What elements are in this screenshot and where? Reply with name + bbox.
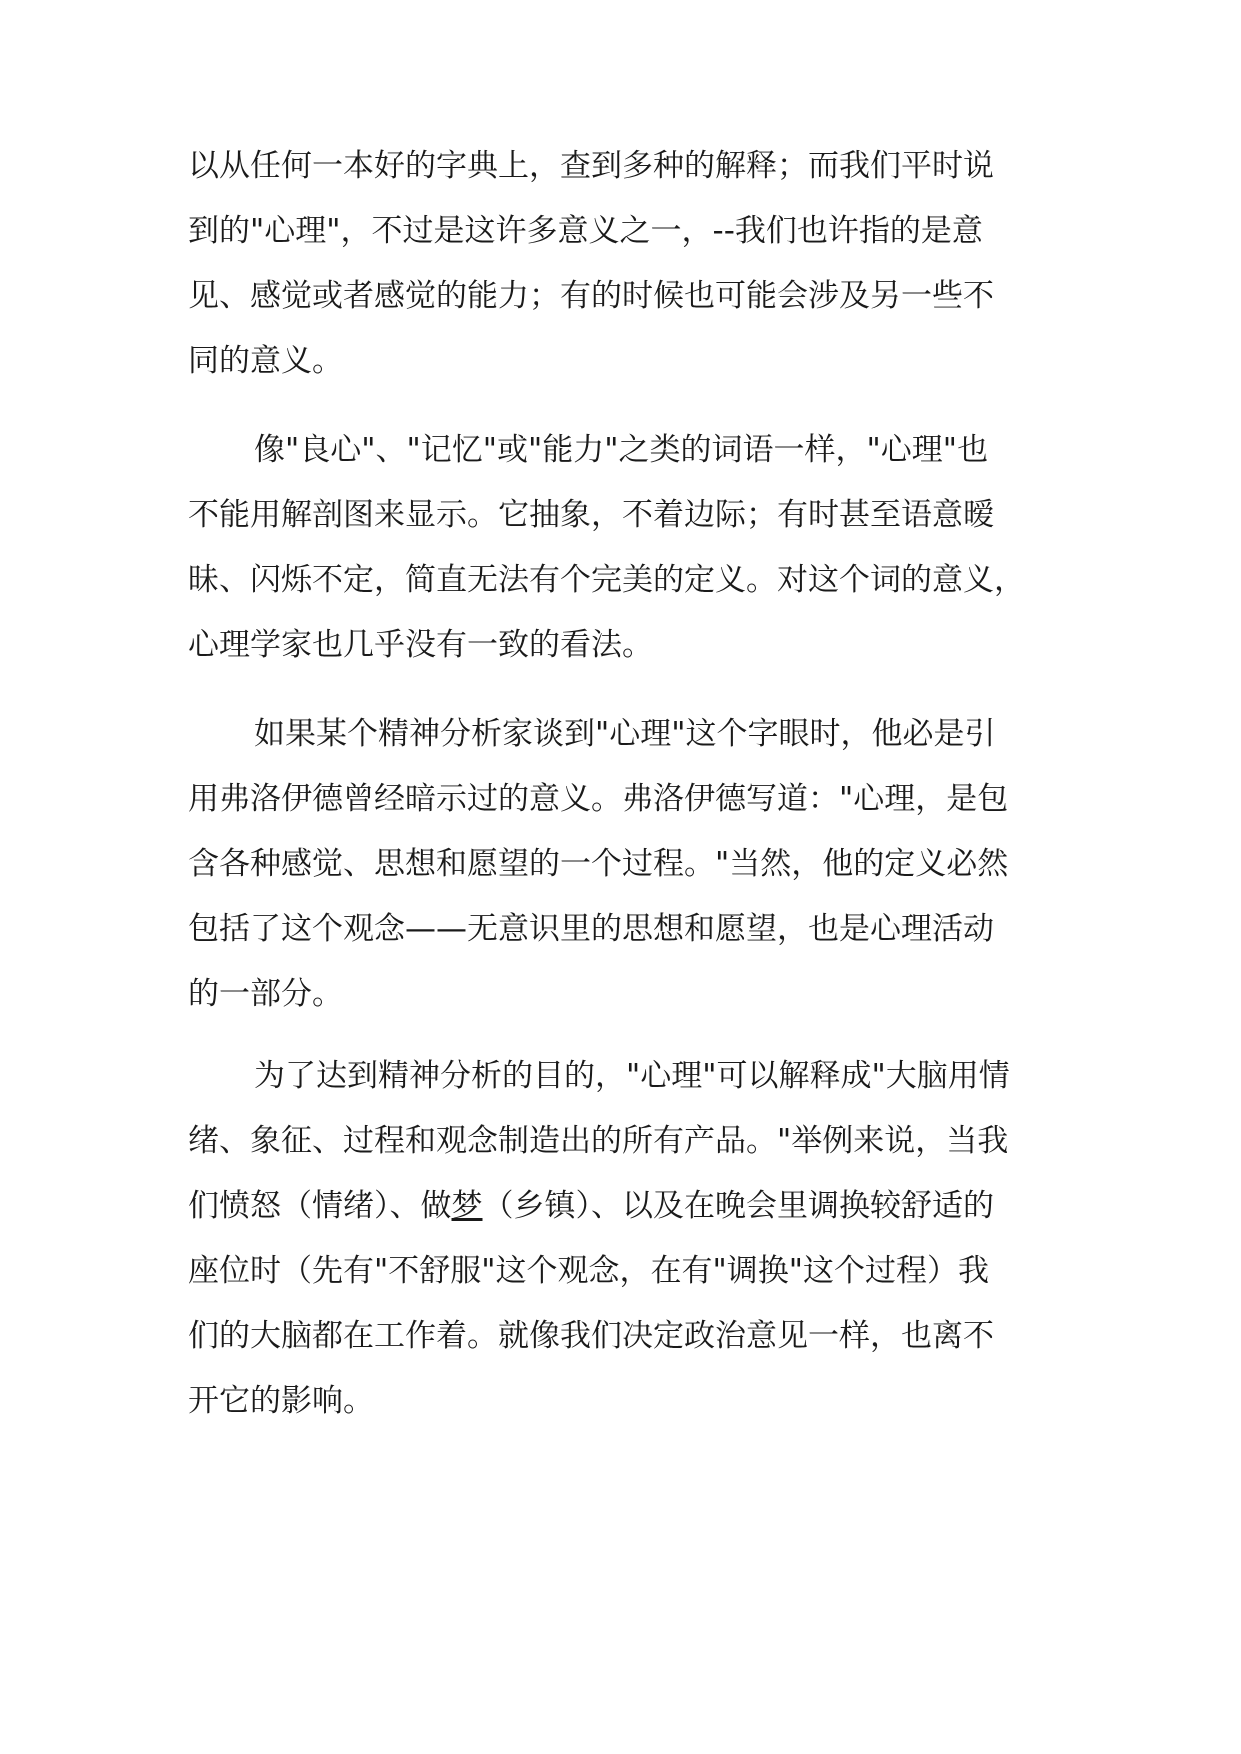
line-fragment: （乡镇）、以及在晚会里调换较舒适的 (482, 1188, 994, 1224)
paragraph-line: 座位时（先有"不舒服"这个观念，在有"调换"这个过程）我 (188, 1253, 990, 1289)
paragraph-line-mixed (188, 1174, 1068, 1239)
paragraph-1 (188, 134, 1068, 394)
underlined-word: 梦 (451, 1188, 483, 1224)
paragraph-line: 的一部分。 (188, 976, 343, 1012)
paragraph-line: 绪、象征、过程和观念制造出的所有产品。"举例来说，当我 (188, 1123, 1009, 1159)
paragraph-line: 们的大脑都在工作着。就像我们决定政治意见一样，也离不 (188, 1318, 994, 1354)
line-fragment: 们愤怒（情绪）、做 (188, 1188, 452, 1224)
paragraph-3 (188, 702, 1068, 1027)
paragraph-line: 同的意义。 (188, 343, 343, 379)
paragraph-line: 包括了这个观念——无意识里的思想和愿望，也是心理活动 (188, 911, 994, 947)
paragraph-line: 为了达到精神分析的目的，"心理"可以解释成"大脑用情 (254, 1058, 1010, 1094)
paragraph-line: 含各种感觉、思想和愿望的一个过程。"当然，他的定义必然 (188, 846, 1009, 882)
paragraph-line: 开它的影响。 (188, 1383, 374, 1419)
paragraph-line: 不能用解剖图来显示。它抽象，不着边际；有时甚至语意暧 (188, 497, 994, 533)
paragraph-line: 心理学家也几乎没有一致的看法。 (188, 627, 653, 663)
paragraph-2 (188, 418, 1068, 678)
paragraph-line: 以从任何一本好的字典上，查到多种的解释；而我们平时说 (188, 148, 994, 184)
paragraph-4 (188, 1044, 1068, 1434)
paragraph-line: 到的"心理"，不过是这许多意义之一，--我们也许指的是意 (188, 213, 983, 249)
paragraph-line: 昧、闪烁不定，简直无法有个完美的定义。对这个词的意义， (188, 562, 1025, 598)
paragraph-line: 像"良心"、"记忆"或"能力"之类的词语一样，"心理"也 (254, 432, 989, 468)
paragraph-line: 见、感觉或者感觉的能力；有的时候也可能会涉及另一些不 (188, 278, 994, 314)
paragraph-line: 如果某个精神分析家谈到"心理"这个字眼时，他必是引 (254, 716, 996, 752)
paragraph-line: 用弗洛伊德曾经暗示过的意义。弗洛伊德写道："心理，是包 (188, 781, 1009, 817)
